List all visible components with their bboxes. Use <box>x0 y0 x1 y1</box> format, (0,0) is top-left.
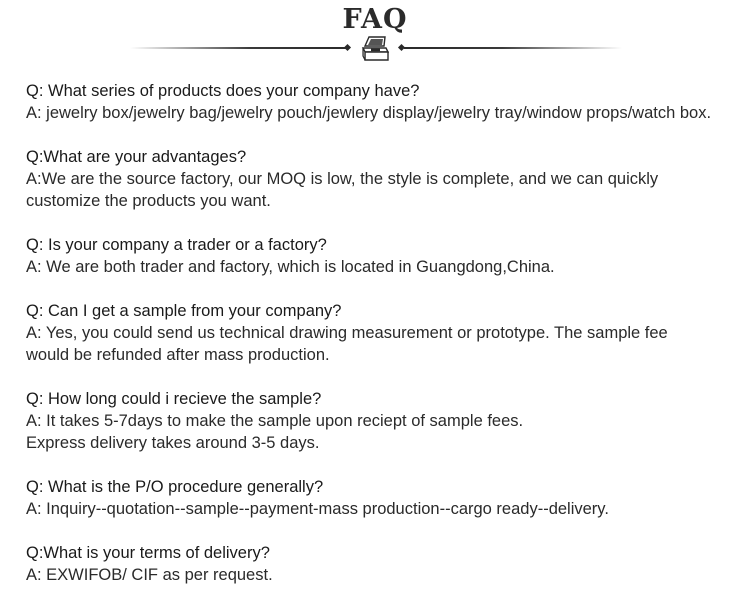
divider-right <box>404 47 622 49</box>
faq-answer: A: Inquiry--quotation--sample--payment-mass production--cargo ready--delivery. <box>26 500 609 518</box>
faq-question: Q:What are your advantages? <box>26 148 247 166</box>
faq-question: Q:What is your terms of delivery? <box>26 544 270 562</box>
faq-question: Q: Can I get a sample from your company? <box>26 302 342 320</box>
divider-dot-left <box>344 44 351 51</box>
faq-answer: A: jewelry box/jewelry bag/jewelry pouch/jewlery display/jewelry tray/window props/watch box. <box>26 104 712 122</box>
faq-question: Q: How long could i recieve the sample? <box>26 390 322 408</box>
faq-item <box>26 146 736 212</box>
faq-item <box>26 234 736 278</box>
faq-item <box>26 476 736 520</box>
faq-item <box>26 80 736 124</box>
faq-item <box>26 542 736 586</box>
faq-item <box>26 388 736 454</box>
faq-answer: A: We are both trader and factory, which is located in Guangdong,China. <box>26 258 555 276</box>
faq-answer: A:We are the source factory, our MOQ is low, the style is complete, and we can quickly customize the products you want. <box>26 170 659 210</box>
divider-left <box>130 47 348 49</box>
faq-item <box>26 300 736 366</box>
page-title: FAQ <box>342 4 408 35</box>
faq-answer: A: Yes, you could send us technical drawing measurement or prototype. The sample fee would be refunded after mass production. <box>26 324 668 364</box>
faq-question: Q: What is the P/O procedure generally? <box>26 478 324 496</box>
jewelry-box-icon <box>360 35 390 63</box>
faq-list <box>26 80 736 608</box>
faq-question: Q: What series of products does your company have? <box>26 82 420 100</box>
faq-header <box>0 0 750 70</box>
faq-question: Q: Is your company a trader or a factory? <box>26 236 327 254</box>
faq-answer: A: It takes 5-7days to make the sample upon reciept of sample fees. Express delivery takes around 3-5 days. <box>26 412 524 452</box>
faq-answer: A: EXWIFOB/ CIF as per request. <box>26 566 273 584</box>
